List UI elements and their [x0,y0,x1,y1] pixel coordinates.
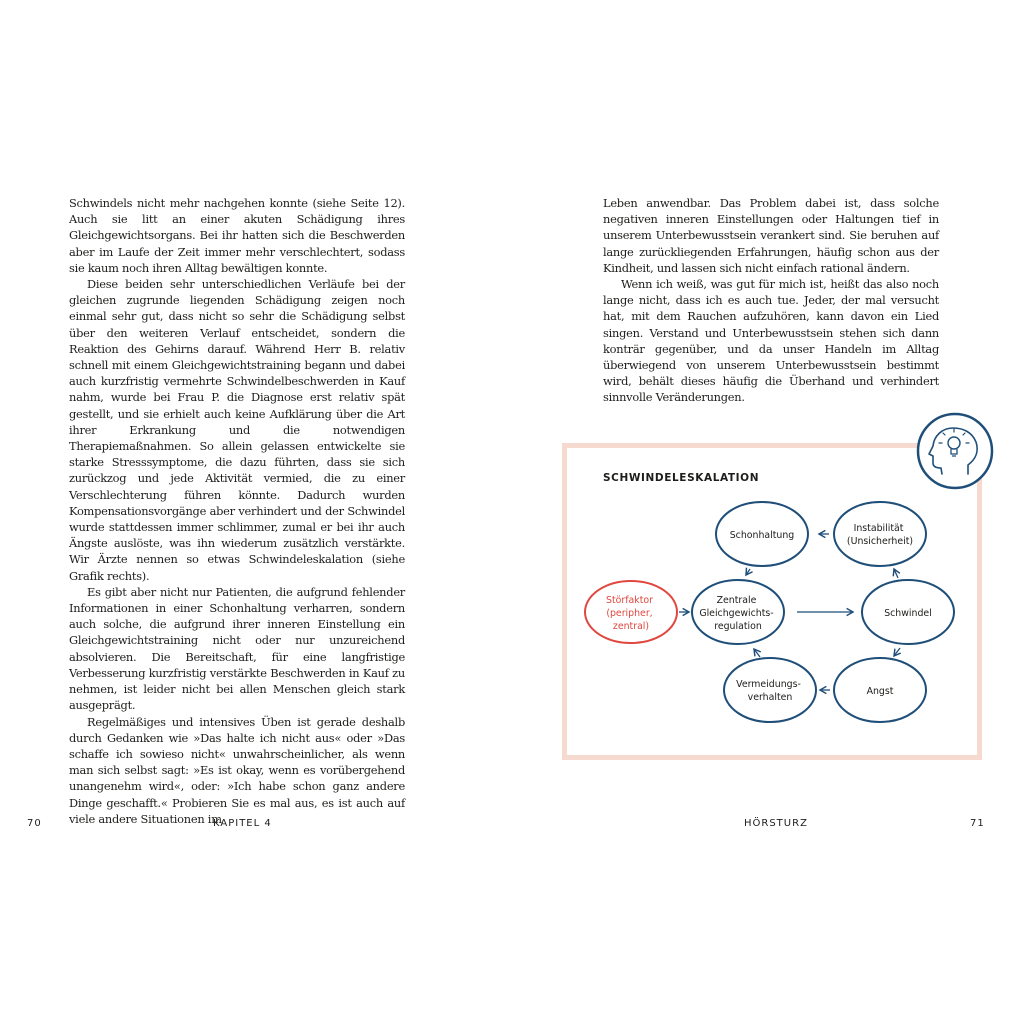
node-label-line: Schonhaltung [729,530,795,541]
infobox-title: SCHWINDELESKALATION [603,472,760,484]
page-number-left: 70 [27,818,42,829]
node-label-line: Gleichgewichts- [699,608,774,619]
paragraph: Es gibt aber nicht nur Patienten, die aufgrund fehlender Informationen in einer Schonhaltung verharren, sondern auch solche, die aufgrund ihrer inneren Einstellung ein Gleichgewichtstraining nicht oder nur unzureichend absolvieren. Die Bereitschaft, für eine langfristige Verbesserung kurzfristig verstärkte Beschwerden in Kauf zu nehmen, ist leider nicht bei allen Menschen gleich stark ausgeprägt. [69,584,405,713]
svg-text:Angst [867,686,894,697]
paragraph: Wenn ich weiß, was gut für mich ist, heißt das also noch lange nicht, dass ich es auch tue. Jeder, der mal versucht hat, mit dem Rauchen aufzuhören, kann davon ein Lied singen. Verstand und Unterbewusstsein stehen sich dann konträr gegenüber, und da unser Handeln im Alltag überwiegend von unserem Unterbewusstsein bestimmt wird, behält dieses häufig die Überhand und verhindert sinnvolle Veränderungen. [603,277,939,405]
paragraph: Leben anwendbar. Das Problem dabei ist, dass solche negativen inneren Einstellungen oder Haltungen tief in unserem Unterbewusstsein verankert sind. Sie beruhen auf lange zurückliegenden Erfahrungen, häufig schon aus der Kindheit, und lassen sich nicht einfach rational ändern. [603,196,939,275]
node-zentrale-regulation [692,580,784,644]
arrow-zentrale-to-schonhaltung [746,569,750,575]
node-schwindel [862,580,954,644]
node-instabilitaet [834,502,926,566]
node-label-line: verhalten [747,692,793,703]
page-number-right: 71 [970,818,985,829]
node-label-line: zentral) [612,621,650,632]
node-label-line: Vermeidungs- [736,679,801,690]
node-label-line: Schwindel [884,608,932,619]
paragraph: Schwindels nicht mehr nachgehen konnte (siehe Seite 12). Auch sie litt an einer akuten Schädigung ihres Gleichgewichtsorgans. Bei ihr hatten sich die Beschwerden aber im Laufe der Zeit immer mehr verschlechtert, sodass sie kaum noch ihren Alltag bewältigen konnte. [69,196,405,275]
running-head-right: HÖRSTURZ [744,818,808,829]
node-label-line: (peripher, [606,608,653,619]
svg-text:Schwindel [884,608,932,619]
node-label-line: Angst [866,686,894,697]
paragraph: Diese beiden sehr unterschiedlichen Verläufe bei der gleichen zugrunde liegenden Schädigung zeigen noch einmal sehr gut, dass nicht so sehr die Schädigung selbst über den weiteren Verlauf entscheidet, sondern die Reaktion des Gehirns darauf. Während Herr B. relativ schnell mit einem Gleichgewichtstraining begann und dabei auch kurzfristig vermehrte Schwindelbeschwerden in Kauf nahm, wurde bei Frau P. die Diagnose erst relativ spät gestellt, und sie erhielt auch keine Aufklärung über die Art ihrer Erkrankung und die notwendigen Therapiemaßnahmen. So allein gelassen entwickelte sie starke Stresssymptome, die dazu führten, dass sie sich zurückzog und jede Aktivität vermied, die zu einer Verschlechterung führen könnte. Dadurch wurden Kompensationsvorgänge aber verhindert und der Schwindel wurde stattdessen immer schlimmer, zumal er bei ihr auch Ängste auslöste, was ihn wiederum zusätzlich verstärkte. Wir Ärzte nennen so etwas Schwindeleskalation (siehe Grafik rechts). [69,277,405,583]
arrow-schwindel-to-instabilitaet [894,569,898,578]
paragraph: Regelmäßiges und intensives Üben ist gerade deshalb durch Gedanken wie »Das halte ich nicht aus« oder »Das schaffe ich sowieso nicht« unwahrscheinlicher, als wenn man sich selbst sagt: »Es ist okay, wenn es vorübergehend unangenehm wird«, oder: »Ich habe schon ganz andere Dinge geschafft.« Probieren Sie es mal aus, es ist auch auf viele andere Situationen im [69,714,405,826]
node-label-line: Zentrale [716,595,757,606]
node-label-line: Störfaktor [606,595,653,606]
node-label-line: Instabilität [853,523,904,534]
svg-text:Schonhaltung [730,530,795,541]
arrow-vermeidung-to-zentrale [754,649,760,657]
node-stoerfaktor [585,581,677,643]
svg-text:Störfaktor (peripher, [606,595,656,632]
node-vermeidungsverhalten [724,658,816,722]
head-lightbulb-icon [918,414,992,488]
node-label-line: regulation [714,621,762,632]
running-head-left: KAPITEL 4 [213,818,272,829]
arrow-schwindel-to-angst [894,648,900,656]
node-label-line: (Unsicherheit) [846,536,914,547]
node-angst [834,658,926,722]
node-schonhaltung [716,502,808,566]
